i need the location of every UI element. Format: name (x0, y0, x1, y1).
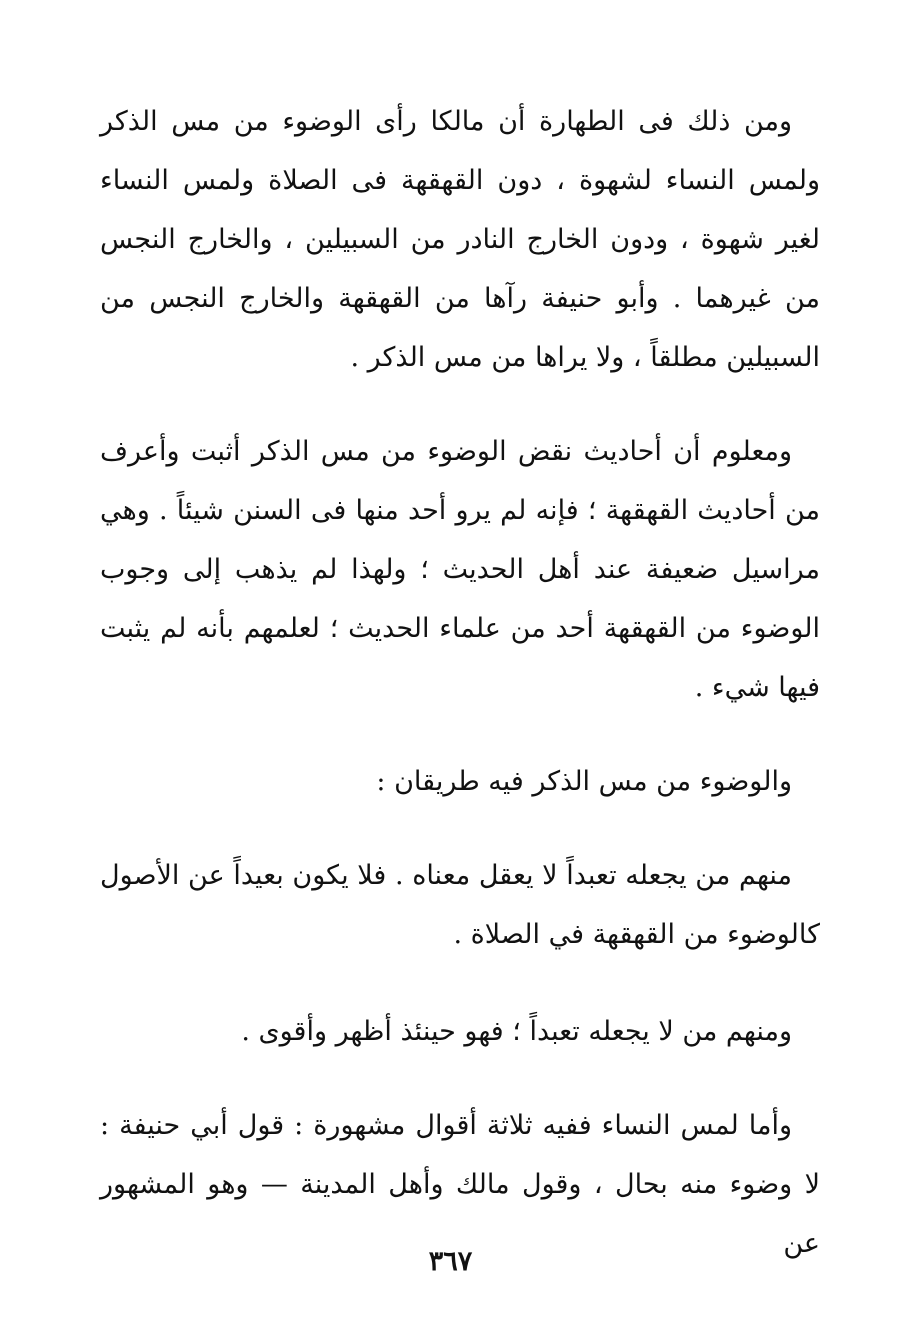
paragraph-4 (100, 846, 820, 964)
paragraph-5 (100, 1002, 820, 1061)
paragraph-1-text: ومن ذلك فى الطهارة أن مالكا رأى الوضوء من مس الذكر ولمس النساء لشهوة ، دون القهقهة فى الصلاة ولمس النساء لغير شهوة ، ودون الخارج النادر من السبيلين ، والخارج النجس من غيرهما . وأبو حنيفة رآها من القهقهة والخارج النجس من السبيلين مطلقاً ، ولا يراها من مس الذكر . (100, 106, 820, 373)
paragraph-5-text: ومنهم من لا يجعله تعبداً ؛ فهو حينئذ أظهر وأقوى . (241, 1016, 792, 1047)
paragraph-2-text: ومعلوم أن أحاديث نقض الوضوء من مس الذكر أثبت وأعرف من أحاديث القهقهة ؛ فإنه لم يرو أحد منها فى السنن شيئاً . وهي مراسيل ضعيفة عند أهل الحديث ؛ ولهذا لم يذهب إلى وجوب الوضوء من القهقهة أحد من علماء الحديث ؛ لعلمهم بأنه لم يثبت فيها شيء . (100, 436, 820, 703)
paragraph-3 (100, 752, 820, 811)
page-number: ٣٦٧ (428, 1246, 473, 1277)
paragraph-2 (100, 422, 820, 717)
paragraph-6-text: وأما لمس النساء ففيه ثلاثة أقوال مشهورة : قول أبي حنيفة : لا وضوء منه بحال ، وقول مالك وأهل المدينة — وهو المشهور عن (100, 1110, 820, 1259)
paragraph-3-text: والوضوء من مس الذكر فيه طريقان : (376, 766, 792, 797)
paragraph-4-text: منهم من يجعله تعبداً لا يعقل معناه . فلا يكون بعيداً عن الأصول كالوضوء من القهقهة في الصلاة . (100, 860, 820, 950)
paragraph-1 (100, 92, 820, 387)
